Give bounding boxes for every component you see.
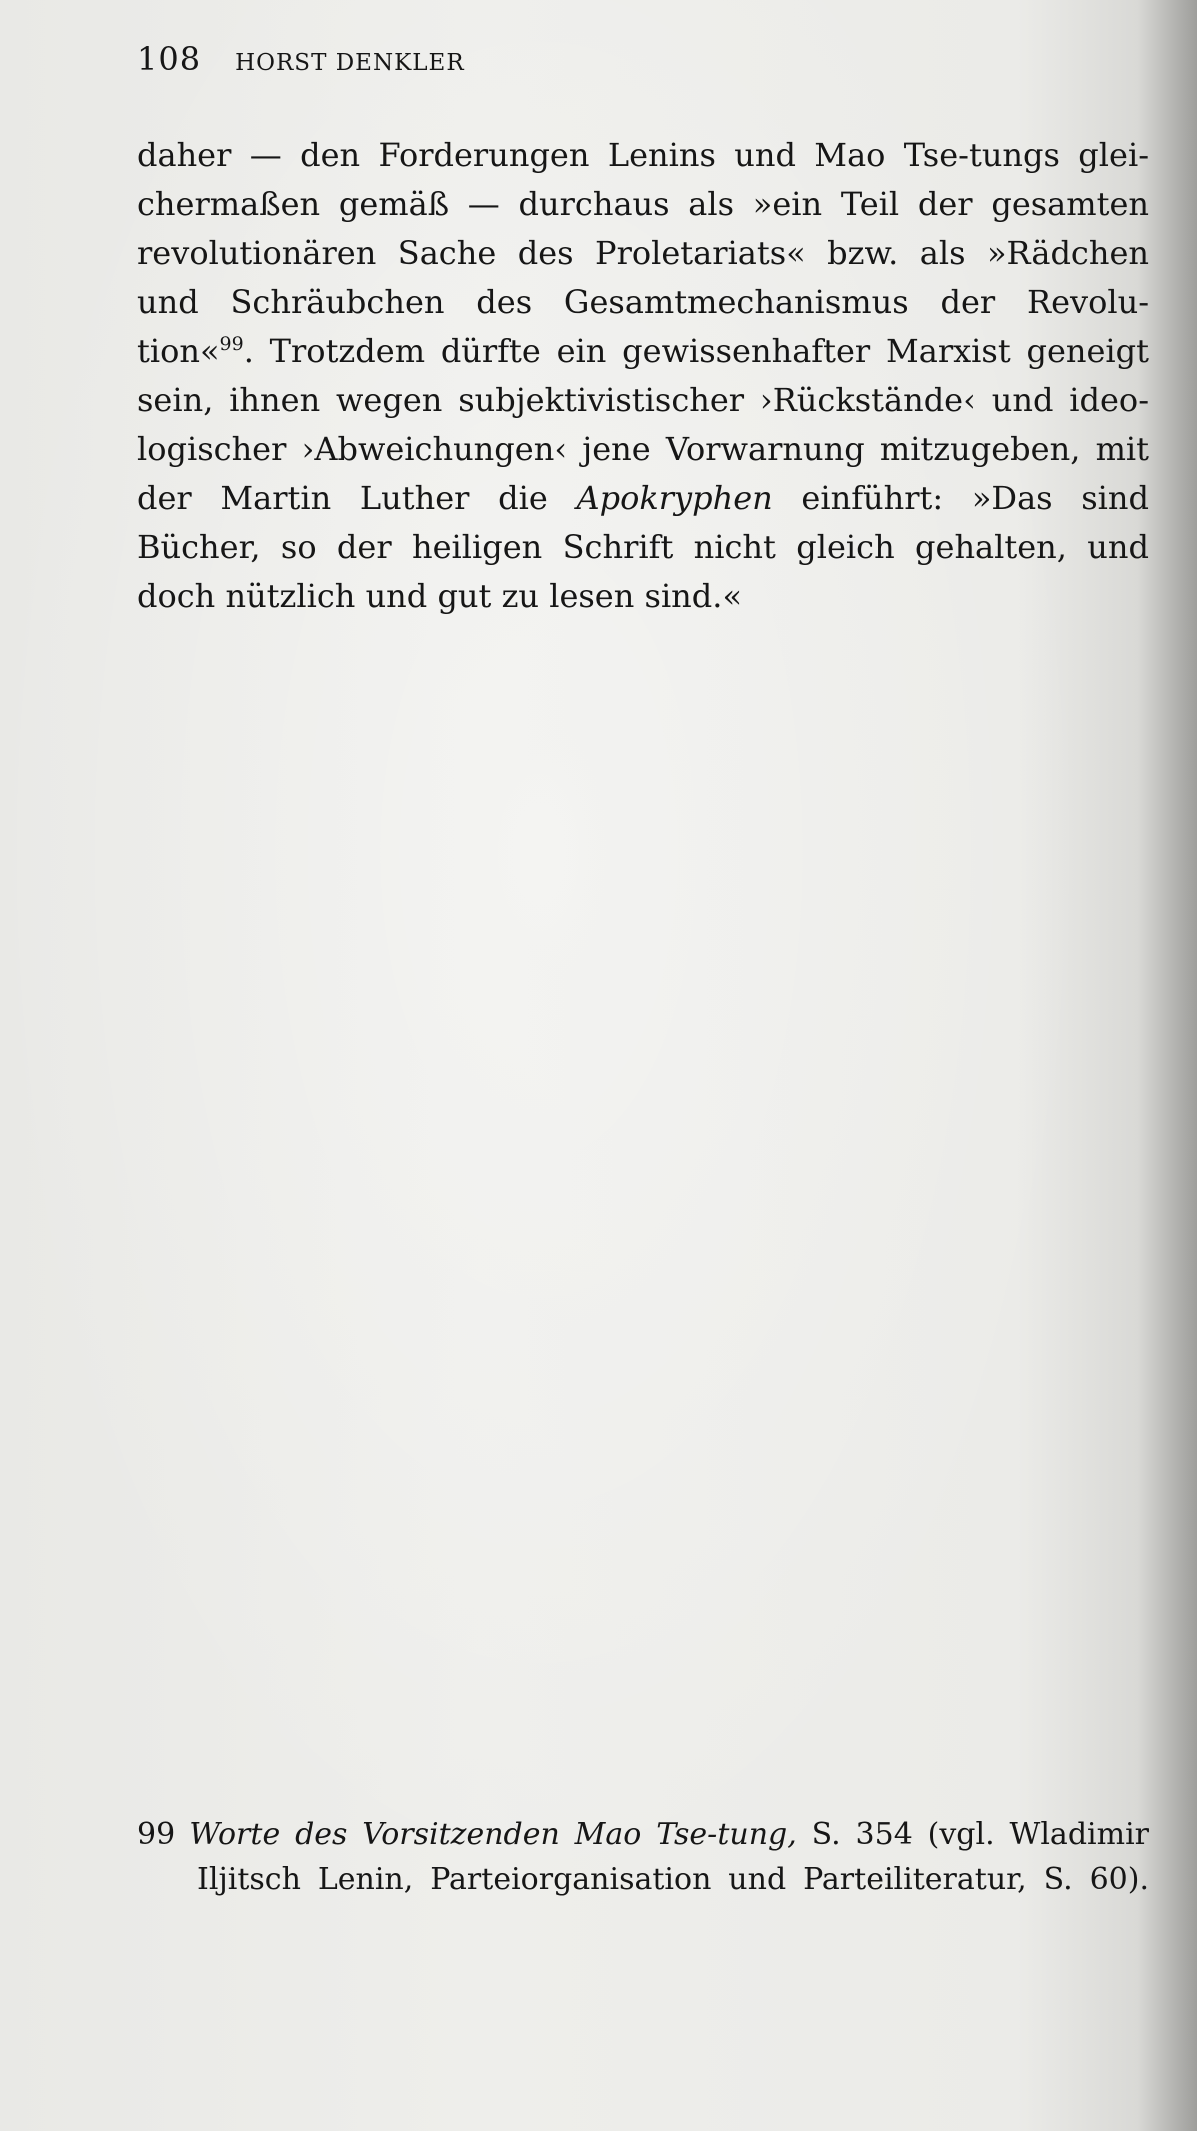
body-line: doch nützlich und gut zu lesen sind.«: [137, 577, 743, 615]
page-number: 108: [137, 40, 202, 78]
footnote-line: Iljitsch Lenin, Parteiorganisation und Parteiliteratur, S. 60).: [197, 1862, 1149, 1897]
body-line: und Schräubchen des Gesamtmechanismus der Revolu-: [137, 283, 1149, 321]
body-line: [137, 327, 1149, 376]
body-line: logischer ›Abweichungen‹ jene Vorwarnung mitzugeben, mit: [137, 430, 1149, 468]
body-line: [137, 474, 1149, 523]
body-line-segment: der Martin Luther die: [137, 479, 548, 517]
footnote-line: [137, 1812, 1149, 1857]
italic-title: Apokryphen: [576, 479, 773, 517]
footnote: [137, 1812, 1149, 1902]
body-line: sein, ihnen wegen subjektivistischer ›Rückstände‹ und ideo-: [137, 381, 1149, 419]
footnote-text: S. 354 (vgl. Wladimir: [811, 1817, 1150, 1852]
footnote-title: Worte des Vorsitzenden Mao Tse-tung,: [189, 1817, 797, 1852]
body-line: Bücher, so der heiligen Schrift nicht gleich gehalten, und: [137, 528, 1149, 566]
running-head: [137, 40, 465, 80]
footnote-reference: 99: [219, 333, 244, 355]
body-line-segment: einführt: »Das sind: [801, 479, 1150, 517]
body-paragraph: [137, 131, 1149, 621]
footnote-number: 99: [137, 1817, 176, 1852]
body-line-segment: tion«: [137, 332, 220, 370]
body-line: revolutionären Sache des Proletariats« bzw. als »Rädchen: [137, 234, 1149, 272]
body-line-segment: . Trotzdem dürfte ein gewissenhafter Marxist geneigt: [243, 332, 1149, 370]
body-line: chermaßen gemäß — durchaus als »ein Teil der gesamten: [137, 185, 1149, 223]
running-head-author: HORST DENKLER: [235, 50, 465, 76]
body-line: daher — den Forderungen Lenins und Mao Tse-tungs glei-: [137, 136, 1149, 174]
